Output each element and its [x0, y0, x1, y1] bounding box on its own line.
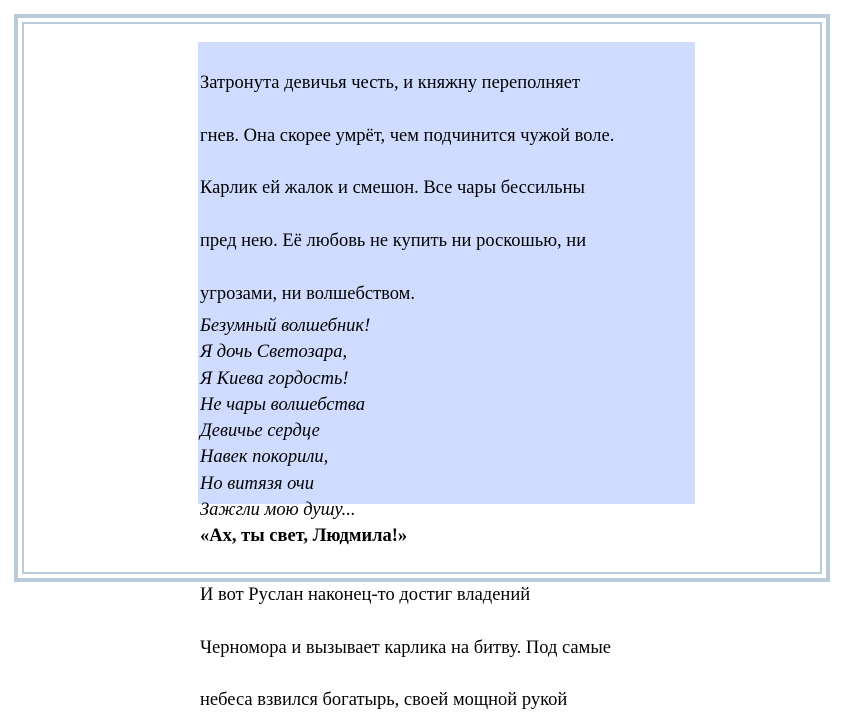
outro-line: И вот Руслан наконец-то достиг владений: [200, 584, 531, 605]
poem-block: [200, 313, 695, 550]
poem-line: Я дочь Светозара,: [200, 342, 348, 363]
poem-line: Навек покорили,: [200, 447, 329, 468]
intro-line: угрозами, ни волшебством.: [200, 283, 415, 304]
intro-paragraph: [200, 44, 695, 307]
aria-title: «Ах, ты свет, Людмила!»: [200, 526, 408, 547]
poem-line: Не чары волшебства: [200, 394, 366, 415]
intro-line: Затронута девичья честь, и княжну переполняет: [200, 73, 581, 94]
poem-line: Безумный волшебник!: [200, 315, 371, 336]
outro-paragraph: [200, 556, 695, 713]
poem-line: Девичье сердце: [200, 421, 320, 442]
poem-line: Но витязя очи: [200, 473, 314, 494]
poem-line: Зажгли мою душу...: [200, 500, 356, 521]
outro-line: небеса взвился богатырь, своей мощной рукой: [200, 690, 568, 711]
intro-line: Карлик ей жалок и смешон. Все чары бессильны: [200, 178, 585, 199]
text-box: [198, 42, 695, 711]
intro-line: гнев. Она скорее умрёт, чем подчинится чужой воле.: [200, 125, 615, 146]
outro-line: Черномора и вызывает карлика на битву. Под самые: [200, 637, 611, 658]
intro-line: пред нею. Её любовь не купить ни роскошью, ни: [200, 231, 587, 252]
poem-line: Я Киева гордость!: [200, 368, 349, 389]
